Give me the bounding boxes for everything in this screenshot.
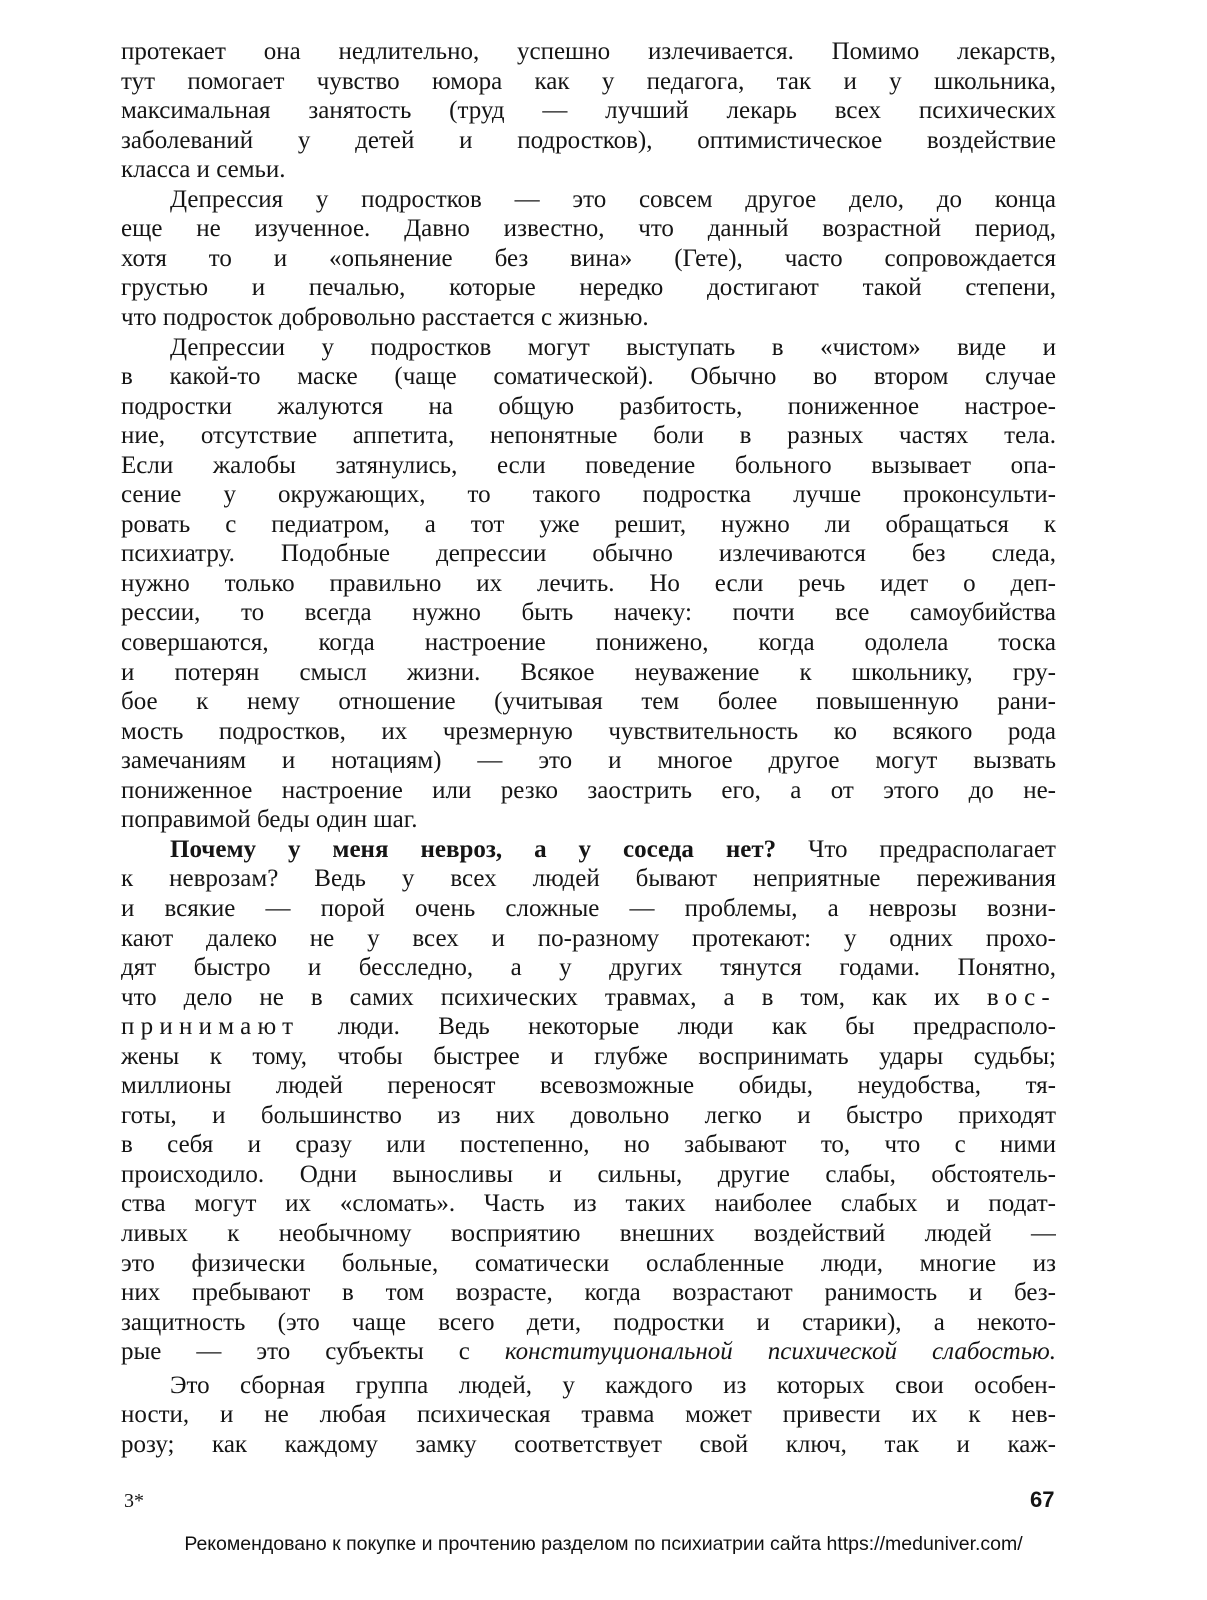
text-line <box>121 983 1056 1012</box>
text-segment: класса и семьи. <box>121 156 286 184</box>
text-line <box>121 392 1056 421</box>
text-line <box>170 1371 1056 1400</box>
text-line <box>121 1219 1056 1248</box>
text-segment: к неврозам? Ведь у всех людей бывают неприятные переживания <box>121 865 1056 893</box>
text-line <box>121 864 1056 893</box>
text-segment: что дело не в самих психических травмах, а в том, как их <box>121 983 987 1011</box>
text-line <box>121 155 1056 184</box>
text-segment: рессии, то всегда нужно быть начеку: почти все самоубийства <box>121 599 1056 627</box>
text-segment: конституциональной психической слабостью. <box>504 1338 1056 1366</box>
text-line <box>121 451 1056 480</box>
text-line <box>121 1160 1056 1189</box>
text-segment: мость подростков, их чрезмерную чувствительность ко всякого рода <box>121 717 1056 745</box>
text-segment: замечаниям и нотациям) — это и многое другое могут вызвать <box>121 747 1056 775</box>
text-segment: принимают <box>121 1013 300 1041</box>
text-segment: вос- <box>986 983 1056 1011</box>
text-line <box>121 303 1056 332</box>
text-segment: ровать с педиатром, а тот уже решит, нужно ли обращаться к <box>121 510 1056 538</box>
text-line <box>121 362 1056 391</box>
text-segment: грустью и печалью, которые нередко достигают такой степени, <box>121 274 1056 302</box>
text-line <box>121 569 1056 598</box>
text-line <box>121 1278 1056 1307</box>
text-segment: что подросток добровольно расстается с жизнью. <box>121 303 649 331</box>
text-line <box>121 421 1056 450</box>
text-segment: жены к тому, чтобы быстрее и глубже воспринимать удары судьбы; <box>121 1042 1056 1070</box>
text-segment: люди. Ведь некоторые люди как бы предрасполо- <box>299 1013 1056 1041</box>
text-line <box>121 273 1056 302</box>
text-line <box>121 1400 1056 1429</box>
text-line <box>121 539 1056 568</box>
text-segment: миллионы людей переносят всевозможные обиды, неудобства, тя- <box>121 1072 1056 1100</box>
text-line <box>121 37 1056 66</box>
text-segment: максимальная занятость (труд — лучший лекарь всех психических <box>121 97 1056 125</box>
text-line <box>121 96 1056 125</box>
text-line <box>121 1249 1056 1278</box>
text-segment: розу; как каждому замку соответствует свой ключ, так и каж- <box>121 1430 1056 1458</box>
text-line <box>170 835 1056 864</box>
text-line <box>121 1071 1056 1100</box>
text-segment: совершаются, когда настроение понижено, когда одолела тоска <box>121 629 1056 656</box>
text-segment: защитность (это чаще всего дети, подростки и старики), а некото- <box>121 1308 1056 1336</box>
text-segment: поправимой беды один шаг. <box>121 806 418 834</box>
text-line <box>121 480 1056 509</box>
text-line <box>121 126 1056 155</box>
text-segment: Это сборная группа людей, у каждого из которых свои особен- <box>170 1371 1056 1399</box>
text-line <box>121 805 1056 834</box>
text-segment: них пребывают в том возрасте, когда возрастают ранимость и без- <box>121 1279 1056 1307</box>
text-segment: это физически больные, соматически ослабленные люди, многие из <box>121 1249 1056 1277</box>
text-line <box>121 1130 1056 1159</box>
text-segment: Что предрасполагает <box>776 835 1056 863</box>
text-segment: происходило. Одни выносливы и сильны, другие слабы, обстоятель- <box>121 1160 1056 1188</box>
text-segment: Депрессии у подростков могут выступать в «чистом» виде и <box>170 333 1056 361</box>
text-segment: готы, и большинство из них довольно легко и быстро приходят <box>121 1101 1056 1129</box>
text-segment: протекает она недлительно, успешно излечивается. Помимо лекарств, <box>121 38 1056 65</box>
text-line <box>121 687 1056 716</box>
text-segment: Депрессия у подростков — это совсем другое дело, до конца <box>170 185 1056 213</box>
text-line <box>121 628 1056 657</box>
text-segment: психиатру. Подобные депрессии обычно излечиваются без следа, <box>121 540 1056 568</box>
text-segment: пониженное настроение или резко заострить его, а от этого до не- <box>121 776 1056 804</box>
text-line <box>121 1012 1056 1041</box>
signature-mark: 3* <box>124 1490 144 1512</box>
text-line <box>121 67 1056 96</box>
text-line <box>121 746 1056 775</box>
text-line <box>121 1189 1056 1218</box>
text-segment: ние, отсутствие аппетита, непонятные боли в разных частях тела. <box>121 422 1056 450</box>
text-line <box>121 244 1056 273</box>
text-segment: в себя и сразу или постепенно, но забывают то, что с ними <box>121 1131 1056 1159</box>
text-segment: заболеваний у детей и подростков), оптимистическое воздействие <box>121 126 1056 154</box>
text-segment: Если жалобы затянулись, если поведение больного вызывает опа- <box>121 451 1056 479</box>
text-line <box>121 598 1056 627</box>
text-segment: подростки жалуются на общую разбитость, пониженное настрое- <box>121 392 1056 420</box>
text-segment: ства могут их «сломать». Часть из таких наиболее слабых и подат- <box>121 1190 1056 1218</box>
text-segment: хотя то и «опьянение без вина» (Гете), часто сопровождается <box>121 244 1056 272</box>
text-segment: кают далеко не у всех и по-разному протекают: у одних прохо- <box>121 924 1056 952</box>
text-line <box>170 185 1056 214</box>
text-line <box>121 1308 1056 1337</box>
text-segment: бое к нему отношение (учитывая тем более повышенную рани- <box>121 688 1056 716</box>
text-segment: дят быстро и бесследно, а у других тянутся годами. Понятно, <box>121 954 1056 982</box>
text-segment: Почему у меня невроз, а у соседа нет? <box>170 835 777 863</box>
text-line <box>121 717 1056 746</box>
text-segment: в какой-то маске (чаще соматической). Обычно во втором случае <box>121 363 1056 391</box>
text-segment: и всякие — порой очень сложные — проблемы, а неврозы возни- <box>121 894 1056 922</box>
text-segment: ливых к необычному восприятию внешних воздействий людей — <box>121 1220 1056 1247</box>
text-segment: сение у окружающих, то такого подростка лучше проконсульти- <box>121 481 1056 509</box>
text-line <box>121 1101 1056 1130</box>
text-line <box>121 924 1056 953</box>
text-line <box>121 1042 1056 1071</box>
text-line <box>121 658 1056 687</box>
text-segment: еще не изученное. Давно известно, что данный возрастной период, <box>121 215 1056 243</box>
text-line <box>121 214 1056 243</box>
text-segment: и потерян смысл жизни. Всякое неуважение к школьнику, гру- <box>121 658 1056 686</box>
page-number: 67 <box>1030 1487 1055 1512</box>
text-line <box>170 333 1056 362</box>
text-line <box>121 510 1056 539</box>
text-line <box>121 894 1056 923</box>
text-line <box>121 776 1056 805</box>
footer-recommendation: Рекомендовано к покупке и прочтению разделом по психиатрии сайта https://meduniver.com/ <box>184 1533 1023 1555</box>
text-segment: тут помогает чувство юмора как у педагога, так и у школьника, <box>121 67 1056 95</box>
text-segment: рые — это субъекты с <box>121 1338 505 1366</box>
text-line <box>121 1430 1056 1459</box>
text-segment: нужно только правильно их лечить. Но если речь идет о деп- <box>121 569 1056 597</box>
text-segment: ности, и не любая психическая травма может привести их к нев- <box>121 1401 1056 1429</box>
text-line <box>121 1337 1056 1366</box>
text-line <box>121 953 1056 982</box>
